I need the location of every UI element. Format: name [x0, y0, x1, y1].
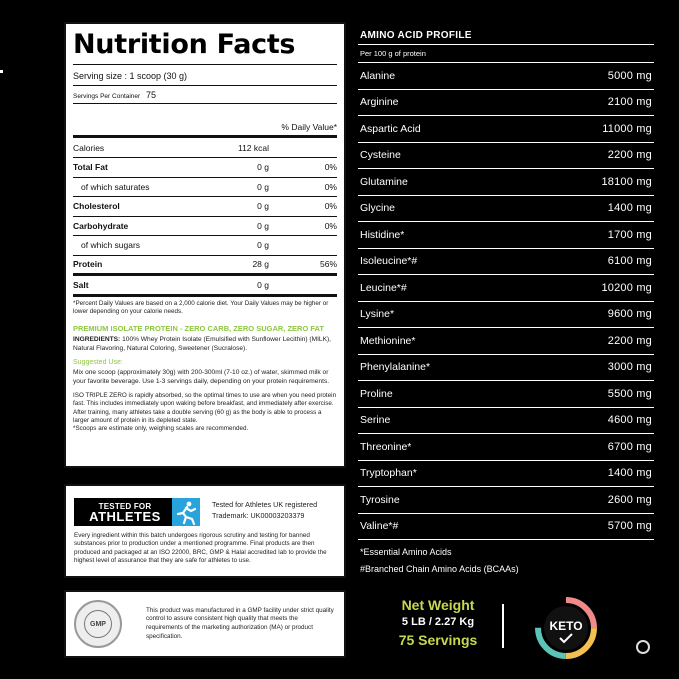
- amino-value: 5700 mg: [607, 520, 652, 533]
- nutrient-daily-value: 56%: [277, 255, 337, 275]
- amino-row: [358, 116, 654, 143]
- amino-name: Cysteine: [360, 149, 401, 162]
- amino-value: 1400 mg: [607, 467, 652, 480]
- amino-name: Tryptophan*: [360, 467, 417, 480]
- tested-description: Every ingredient within this batch undergoes rigorous scrutiny and testing for banned substances prior to production under a mentioned programme. Final products are then produced and packaged at an ISO 22000, BRC, GMP & Halal accredited lab to provide the highest level of assurance that they are safe for athletes to use.: [74, 532, 327, 565]
- servings-count: 75 Servings: [398, 632, 478, 648]
- amino-name: Histidine*: [360, 228, 405, 241]
- nutrient-value: 0 g: [207, 275, 277, 295]
- amino-footnotes: [358, 544, 654, 578]
- amino-name: Phenylalanine*: [360, 361, 431, 374]
- runner-icon: [172, 498, 200, 526]
- nutrient-value: 0 g: [207, 177, 277, 197]
- amino-row: [358, 487, 654, 514]
- nutrient-daily-value: 0%: [277, 197, 337, 217]
- amino-acid-profile: [358, 30, 654, 578]
- amino-row: [358, 169, 654, 196]
- nutrient-value: 0 g: [207, 197, 277, 217]
- tested-for-athletes-panel: [64, 484, 346, 578]
- nutrient-value: 0 g: [207, 216, 277, 236]
- amino-row: [358, 90, 654, 117]
- amino-name: Lysine*: [360, 308, 395, 321]
- amino-row: [358, 275, 654, 302]
- amino-row: [358, 196, 654, 223]
- nutrient-value: 28 g: [207, 255, 277, 275]
- amino-value: 4600 mg: [607, 414, 652, 427]
- tested-info-line-1: Tested for Athletes UK registered: [212, 500, 318, 509]
- amino-value: 5500 mg: [607, 387, 652, 400]
- amino-value: 1700 mg: [607, 228, 652, 241]
- ingredients: [73, 335, 337, 353]
- amino-value: 11000 mg: [602, 122, 652, 135]
- nutrient-daily-value: 0%: [277, 177, 337, 197]
- amino-value: 2200 mg: [607, 334, 652, 347]
- amino-name: Arginine: [360, 96, 399, 109]
- nutrition-row: [73, 236, 337, 256]
- scoops-note: *Scoops are estimate only, weighing scales are recommended.: [73, 425, 249, 433]
- nutrition-table: [73, 138, 337, 295]
- amino-name: Isoleucine*#: [360, 255, 418, 268]
- nutrient-name: Calories: [73, 138, 207, 158]
- gmp-badge-icon: [74, 600, 122, 648]
- nutrition-row: [73, 197, 337, 217]
- amino-value: 3000 mg: [607, 361, 652, 374]
- nutrient-name: Protein: [73, 255, 207, 275]
- tested-info: [212, 498, 317, 526]
- logo-line-1: TESTED FOR: [98, 502, 152, 511]
- amino-row: [358, 249, 654, 276]
- amino-name: Tyrosine: [360, 493, 400, 506]
- servings-value: 75: [146, 90, 157, 100]
- speck: [0, 70, 3, 73]
- amino-subtitle: Per 100 g of protein: [358, 45, 654, 63]
- net-weight-value: 5 LB / 2.27 Kg: [401, 616, 475, 628]
- amino-row: [358, 434, 654, 461]
- nutrient-value: 112 kcal: [207, 138, 277, 158]
- net-weight: [383, 596, 493, 649]
- gmp-badge-label: GMP: [84, 610, 112, 638]
- amino-value: 2600 mg: [607, 493, 652, 506]
- amino-name: Threonine*: [360, 440, 412, 453]
- highlight-claim: PREMIUM ISOLATE PROTEIN - ZERO CARB, ZERO SUGAR, ZERO FAT: [73, 324, 324, 334]
- net-weight-label: Net Weight: [401, 597, 475, 613]
- amino-name: Serine: [360, 414, 391, 427]
- amino-value: 6100 mg: [607, 255, 652, 268]
- amino-row: [358, 143, 654, 170]
- nutrition-notes: [73, 295, 337, 434]
- nutrient-daily-value: 0%: [277, 158, 337, 178]
- amino-row: [358, 63, 654, 90]
- nutrition-row: [73, 255, 337, 275]
- recycle-icon: [636, 640, 650, 654]
- daily-value-note: *Percent Daily Values are based on a 2,000 calorie diet. Your Daily Values may be higher or lower depending on your calorie needs.: [73, 299, 329, 315]
- footnote-bcaa: #Branched Chain Amino Acids (BCAAs): [360, 564, 519, 574]
- nutrient-value: 0 g: [207, 158, 277, 178]
- nutrient-name: Cholesterol: [73, 197, 207, 217]
- nutrition-row: [73, 158, 337, 178]
- servings-per-container: [73, 86, 337, 104]
- tested-info-line-2: Trademark: UK00003203379: [212, 511, 305, 520]
- amino-value: 10200 mg: [601, 281, 652, 294]
- nutrient-value: 0 g: [207, 236, 277, 256]
- divider: [502, 604, 504, 648]
- nutrition-row: [73, 138, 337, 158]
- suggested-use-text: Mix one scoop (approximately 30g) with 200-300ml (7-10 oz.) of water, skimmed milk or your favorite beverage. Use 1-3 servings daily, depending on your protein requirements.: [73, 369, 330, 386]
- nutrition-row: [73, 177, 337, 197]
- servings-label: Servings Per Container: [73, 93, 141, 100]
- gmp-panel: [64, 590, 346, 658]
- nutrient-daily-value: 0%: [277, 216, 337, 236]
- amino-row: [358, 408, 654, 435]
- gmp-text: This product was manufactured in a GMP facility under strict quality control to assure consistent high quality that meets the requirements of the marketing authorization (MA) or product specification.: [146, 606, 334, 640]
- amino-row: [358, 461, 654, 488]
- nutrient-name: of which sugars: [73, 236, 207, 256]
- amino-value: 9600 mg: [607, 308, 652, 321]
- suggested-use-label: Suggested Use:: [73, 359, 123, 367]
- amino-value: 1400 mg: [607, 202, 652, 215]
- serving-size: Serving size : 1 scoop (30 g): [73, 65, 337, 86]
- amino-name: Methionine*: [360, 334, 416, 347]
- amino-row: [358, 222, 654, 249]
- amino-name: Alanine: [360, 69, 396, 82]
- amino-value: 5000 mg: [607, 69, 652, 82]
- ingredients-text: 100% Whey Protein Isolate (Emulsified with Sunflower Lecithin) (MILK), Natural Flavoring, Natural Coloring, Sweetener (Sucralose).: [73, 336, 331, 353]
- amino-row: [358, 355, 654, 382]
- absorption-text: ISO TRIPLE ZERO is rapidly absorbed, so the optimal times to use are when you need protein fast. This includes immediately upon waking before breakfast, and immediately after exercise. After training, many athletes take a double serving (60 g) as the body is able to process a larger amount of protein in its depleted state.: [73, 392, 337, 424]
- amino-value: 2200 mg: [607, 149, 652, 162]
- nutrient-name: Carbohydrate: [73, 216, 207, 236]
- daily-value-header: % Daily Value*: [73, 104, 337, 138]
- amino-row: [358, 328, 654, 355]
- nutrient-daily-value: [277, 138, 337, 158]
- amino-title: AMINO ACID PROFILE: [358, 30, 654, 45]
- keto-badge-icon: [534, 596, 598, 660]
- nutrition-row: [73, 216, 337, 236]
- logo-line-2: ATHLETES: [89, 509, 161, 524]
- amino-name: Proline: [360, 387, 393, 400]
- keto-label: KETO: [549, 619, 583, 633]
- amino-value: 6700 mg: [607, 440, 652, 453]
- nutrient-daily-value: [277, 236, 337, 256]
- amino-name: Glycine: [360, 202, 396, 215]
- amino-row: [358, 302, 654, 329]
- amino-name: Glutamine: [360, 175, 408, 188]
- amino-value: 18100 mg: [601, 175, 652, 188]
- nutrient-name: Salt: [73, 275, 207, 295]
- amino-value: 2100 mg: [607, 96, 652, 109]
- amino-row: [358, 381, 654, 408]
- nutrient-name: Total Fat: [73, 158, 207, 178]
- nutrition-facts-panel: [64, 22, 346, 468]
- amino-list: [358, 63, 654, 540]
- ingredients-label: INGREDIENTS:: [73, 336, 121, 344]
- footnote-essential: *Essential Amino Acids: [360, 547, 452, 557]
- amino-name: Aspartic Acid: [360, 122, 421, 135]
- nutrient-daily-value: [277, 275, 337, 295]
- nutrition-title: Nutrition Facts: [73, 28, 337, 65]
- nutrition-row: [73, 275, 337, 295]
- nutrient-name: of which saturates: [73, 177, 207, 197]
- tested-for-athletes-logo: [74, 498, 200, 526]
- amino-name: Valine*#: [360, 520, 399, 533]
- amino-name: Leucine*#: [360, 281, 407, 294]
- amino-row: [358, 514, 654, 541]
